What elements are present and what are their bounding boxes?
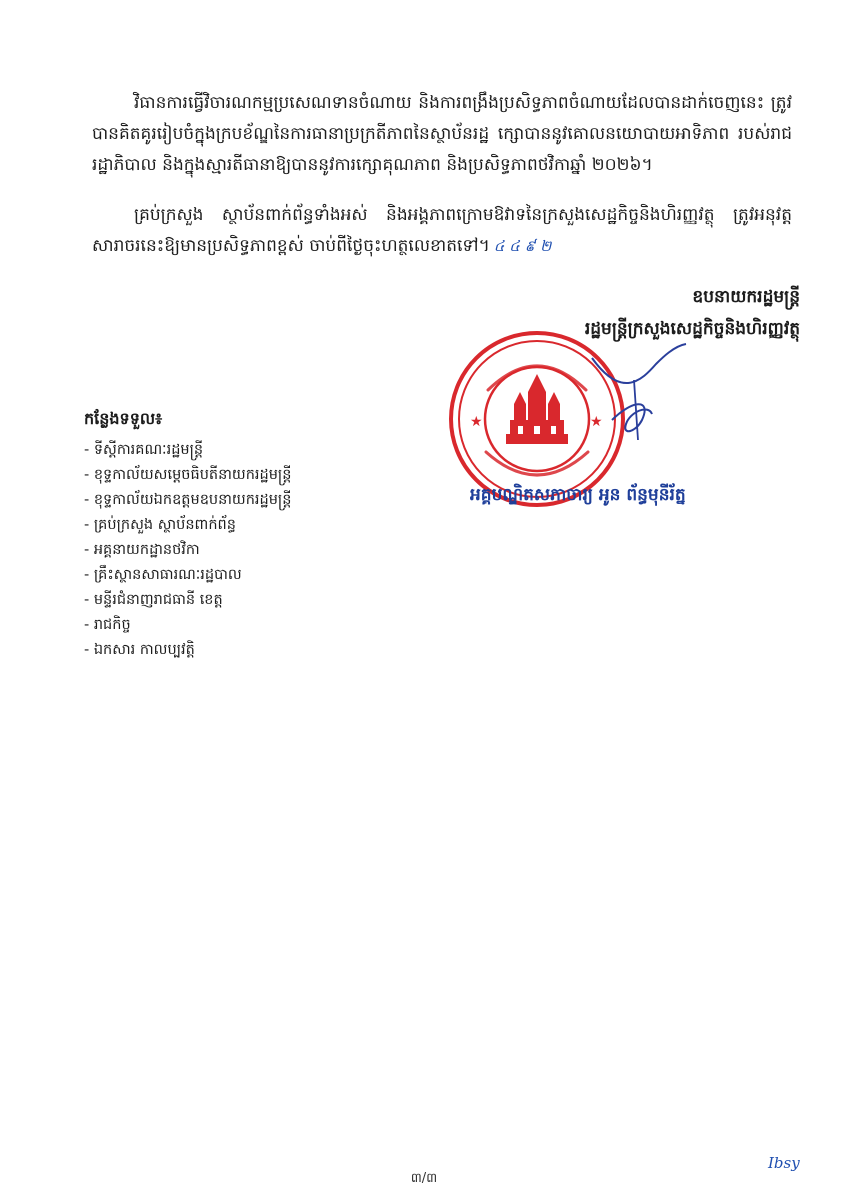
handwritten-initial: Ibsy xyxy=(768,1154,800,1172)
recipient-item: - ខុទ្ទកាល័យសម្តេចធិបតីនាយករដ្ឋមន្ត្រី xyxy=(84,463,444,488)
recipient-item: - អគ្គនាយកដ្ឋានថវិកា xyxy=(84,538,444,563)
recipient-item: - មន្ទីរជំនាញរាជធានី ខេត្ត xyxy=(84,588,444,613)
signature-block xyxy=(440,284,800,524)
body-paragraph-2-text: គ្រប់ក្រសួង ស្ថាប័នពាក់ព័ន្ធទាំងអស់ និងអង្គភាពក្រោមឱវាទនៃក្រសួងសេដ្ឋកិច្ចនិងហិរញ្ញវត្ថុ ត្រូវអនុវត្តសារាចរនេះឱ្យមានប្រសិទ្ធភាពខ្ពស់ ចាប់ពីថ្ងៃចុះហត្ថលេខាតទៅ។ xyxy=(92,205,792,256)
signatory-title-minister: រដ្ឋមន្ត្រីក្រសួងសេដ្ឋកិច្ចនិងហិរញ្ញវត្ថុ xyxy=(584,319,800,339)
page-number: ៣/៣ xyxy=(410,1171,438,1186)
svg-text:★: ★ xyxy=(470,414,483,430)
recipients-section xyxy=(84,408,444,663)
recipient-item: - រាជកិច្ច xyxy=(84,613,444,638)
recipients-heading: កន្លែងទទួល៖ xyxy=(84,409,163,428)
recipient-item: - ខុទ្ទកាល័យឯកឧត្តមឧបនាយករដ្ឋមន្ត្រី xyxy=(84,488,444,513)
signatory-title-deputy-pm: ឧបនាយករដ្ឋមន្ត្រី xyxy=(692,287,800,307)
body-paragraph-1: វិធានការធ្វើវិចារណកម្មប្រសេណទានចំណាយ និងការពង្រឹងប្រសិទ្ធភាពចំណាយដែលបានដាក់ចេញនេះ ត្រូវបានគិតគូររៀបចំក្នុងក្របខ័ណ្ឌនៃការធានាប្រក្រតីភាពនៃស្ថាប័នរដ្ឋ ក្សោបាននូវគោលនយោបាយអាទិភាព របស់រាជរដ្ឋាភិបាល និងក្នុងស្មារតីធានាឱ្យបាននូវការក្សោគុណភាព និងប្រសិទ្ធភាពថវិកាឆ្នាំ ២០២៦។ xyxy=(92,93,792,175)
signatory-name: អគ្គបណ្ឌិតសភាចារ្យ អូន ព័ន្ធមុនីរ័ត្ន xyxy=(470,485,686,505)
svg-text:★: ★ xyxy=(590,414,603,430)
recipient-item: - គ្រឹះស្ថានសាធារណៈរដ្ឋបាល xyxy=(84,563,444,588)
recipients-list xyxy=(84,438,444,663)
handwritten-date-annotation: ៤ ៤ ៩ ២ xyxy=(493,237,552,255)
body-paragraph-2 xyxy=(92,200,792,262)
recipient-item: - គ្រប់ក្រសួង ស្ថាប័នពាក់ព័ន្ធ xyxy=(84,513,444,538)
recipient-item: - ឯកសារ កាលប្បវត្តិ xyxy=(84,638,444,663)
recipient-item: - ទីស្តីការគណៈរដ្ឋមន្ត្រី xyxy=(84,438,444,463)
